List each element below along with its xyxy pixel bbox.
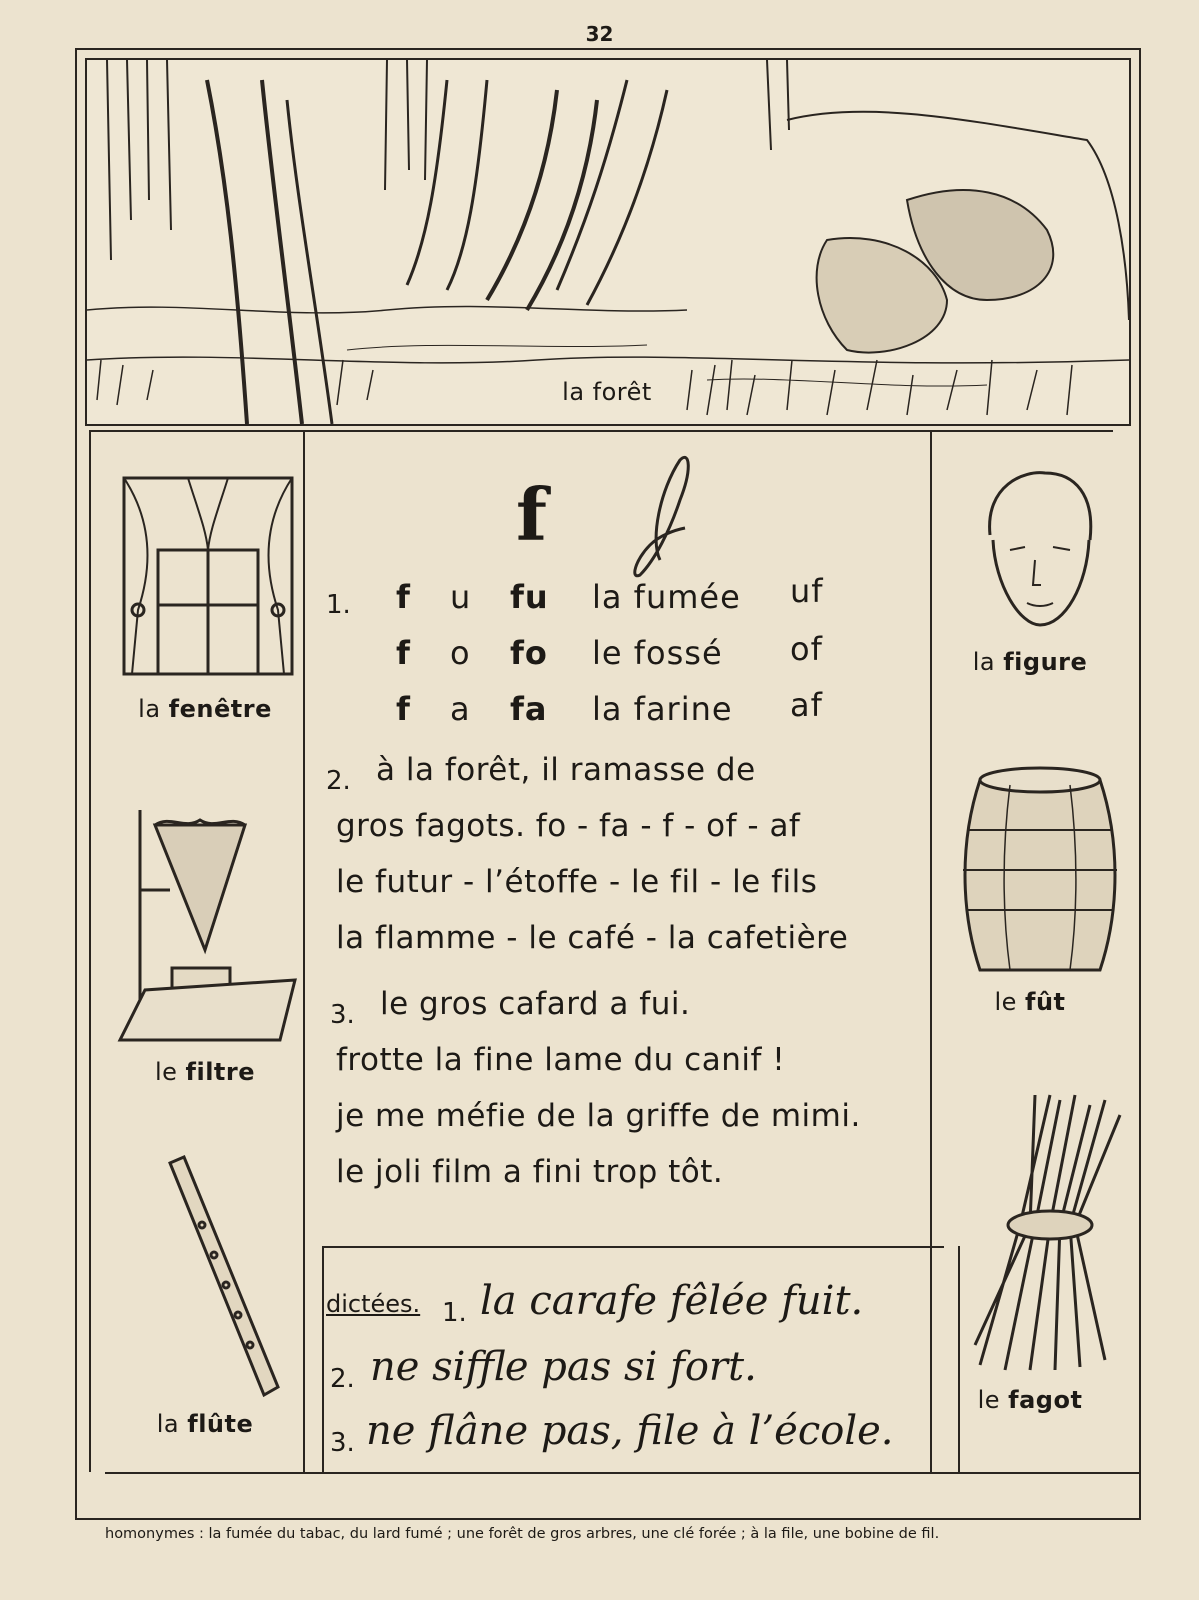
caption-word: flûte: [187, 1410, 254, 1438]
caption-fut: [940, 988, 1120, 1016]
ex1-r1-c1: f: [396, 578, 411, 616]
caption-flute: [110, 1410, 300, 1438]
exercise2-number: 2.: [326, 766, 351, 796]
letter-script-glyph: [620, 450, 700, 580]
right-divider: [930, 430, 932, 1472]
ex1-r3-c2: a: [450, 690, 471, 728]
caption-article: la: [138, 695, 169, 723]
ex1-r1-c5: uf: [790, 572, 824, 610]
dictee-left-border: [322, 1246, 324, 1472]
window-picture: [118, 470, 298, 680]
section-bottom-border: [105, 1472, 1140, 1474]
caption-word: figure: [1003, 648, 1088, 676]
caption-fagot: [940, 1386, 1120, 1414]
caption-article: le: [977, 1386, 1009, 1414]
ex1-r2-c2: o: [450, 634, 471, 672]
exercise2-line: le futur - l’étoffe - le fil - le fils: [336, 864, 818, 900]
caption-fenetre: [110, 695, 300, 723]
exercise2-line: à la forêt, il ramasse de: [376, 752, 756, 788]
exercise3-line: je me méfie de la griffe de mimi.: [336, 1098, 861, 1134]
dictee-divider: [322, 1246, 944, 1248]
dictee-number: 3.: [330, 1428, 355, 1458]
section-top-border: [89, 430, 1113, 432]
ex1-r1-c3: fu: [510, 578, 549, 616]
dictees-label: dictées.: [326, 1290, 421, 1318]
exercise2-line: la flamme - le café - la cafetière: [336, 920, 849, 956]
caption-figure: [940, 648, 1120, 676]
forest-drawing: [87, 60, 1129, 424]
caption-word: fagot: [1008, 1386, 1083, 1414]
forest-illustration: [85, 58, 1131, 426]
barrel-picture: [960, 760, 1120, 990]
ex1-r3-c4: la farine: [592, 690, 733, 728]
caption-word: fût: [1025, 988, 1066, 1016]
dictee-line: ne siffle pas si fort.: [370, 1344, 757, 1390]
forest-caption: la forêt: [537, 378, 677, 406]
caption-word: fenêtre: [168, 695, 272, 723]
flute-picture: [150, 1155, 290, 1405]
filter-picture: [110, 800, 305, 1050]
exercise3-number: 3.: [330, 1000, 355, 1030]
ex1-r2-c1: f: [396, 634, 411, 672]
exercise3-line: le joli film a fini trop tôt.: [336, 1154, 724, 1190]
caption-word: filtre: [185, 1058, 256, 1086]
caption-article: le: [154, 1058, 186, 1086]
bundle-of-sticks-picture: [960, 1085, 1130, 1375]
face-picture: [975, 465, 1105, 635]
letter-print: f: [516, 472, 547, 557]
dictee-line: la carafe fêlée fuit.: [480, 1278, 864, 1324]
ex1-r2-c5: of: [790, 630, 823, 668]
left-column-border: [89, 430, 91, 1472]
caption-filtre: [110, 1058, 300, 1086]
dictee-line: ne flâne pas, file à l’école.: [366, 1408, 894, 1454]
ex1-r1-c2: u: [450, 578, 472, 616]
dictee-number: 2.: [330, 1364, 355, 1394]
caption-article: la: [972, 648, 1004, 676]
ex1-r1-c4: la fumée: [592, 578, 741, 616]
exercise2-line: gros fagots. fo - fa - f - of - af: [336, 808, 801, 844]
ex1-r2-c4: le fossé: [592, 634, 723, 672]
ex1-r2-c3: fo: [510, 634, 548, 672]
caption-article: la: [156, 1410, 188, 1438]
exercise3-line: frotte la fine lame du canif !: [336, 1042, 786, 1078]
ex1-r3-c3: fa: [510, 690, 548, 728]
exercise1-number: 1.: [326, 590, 351, 620]
ex1-r3-c1: f: [396, 690, 411, 728]
homonyms-footer: homonymes : la fumée du tabac, du lard fumé ; une forêt de gros arbres, une clé forée ; à la file, une bobine de fil.: [105, 1526, 940, 1542]
exercise3-line: le gros cafard a fui.: [380, 986, 691, 1022]
caption-article: le: [994, 988, 1026, 1016]
page-number: 32: [585, 22, 614, 46]
dictee-number: 1.: [442, 1298, 467, 1328]
ex1-r3-c5: af: [790, 686, 823, 724]
